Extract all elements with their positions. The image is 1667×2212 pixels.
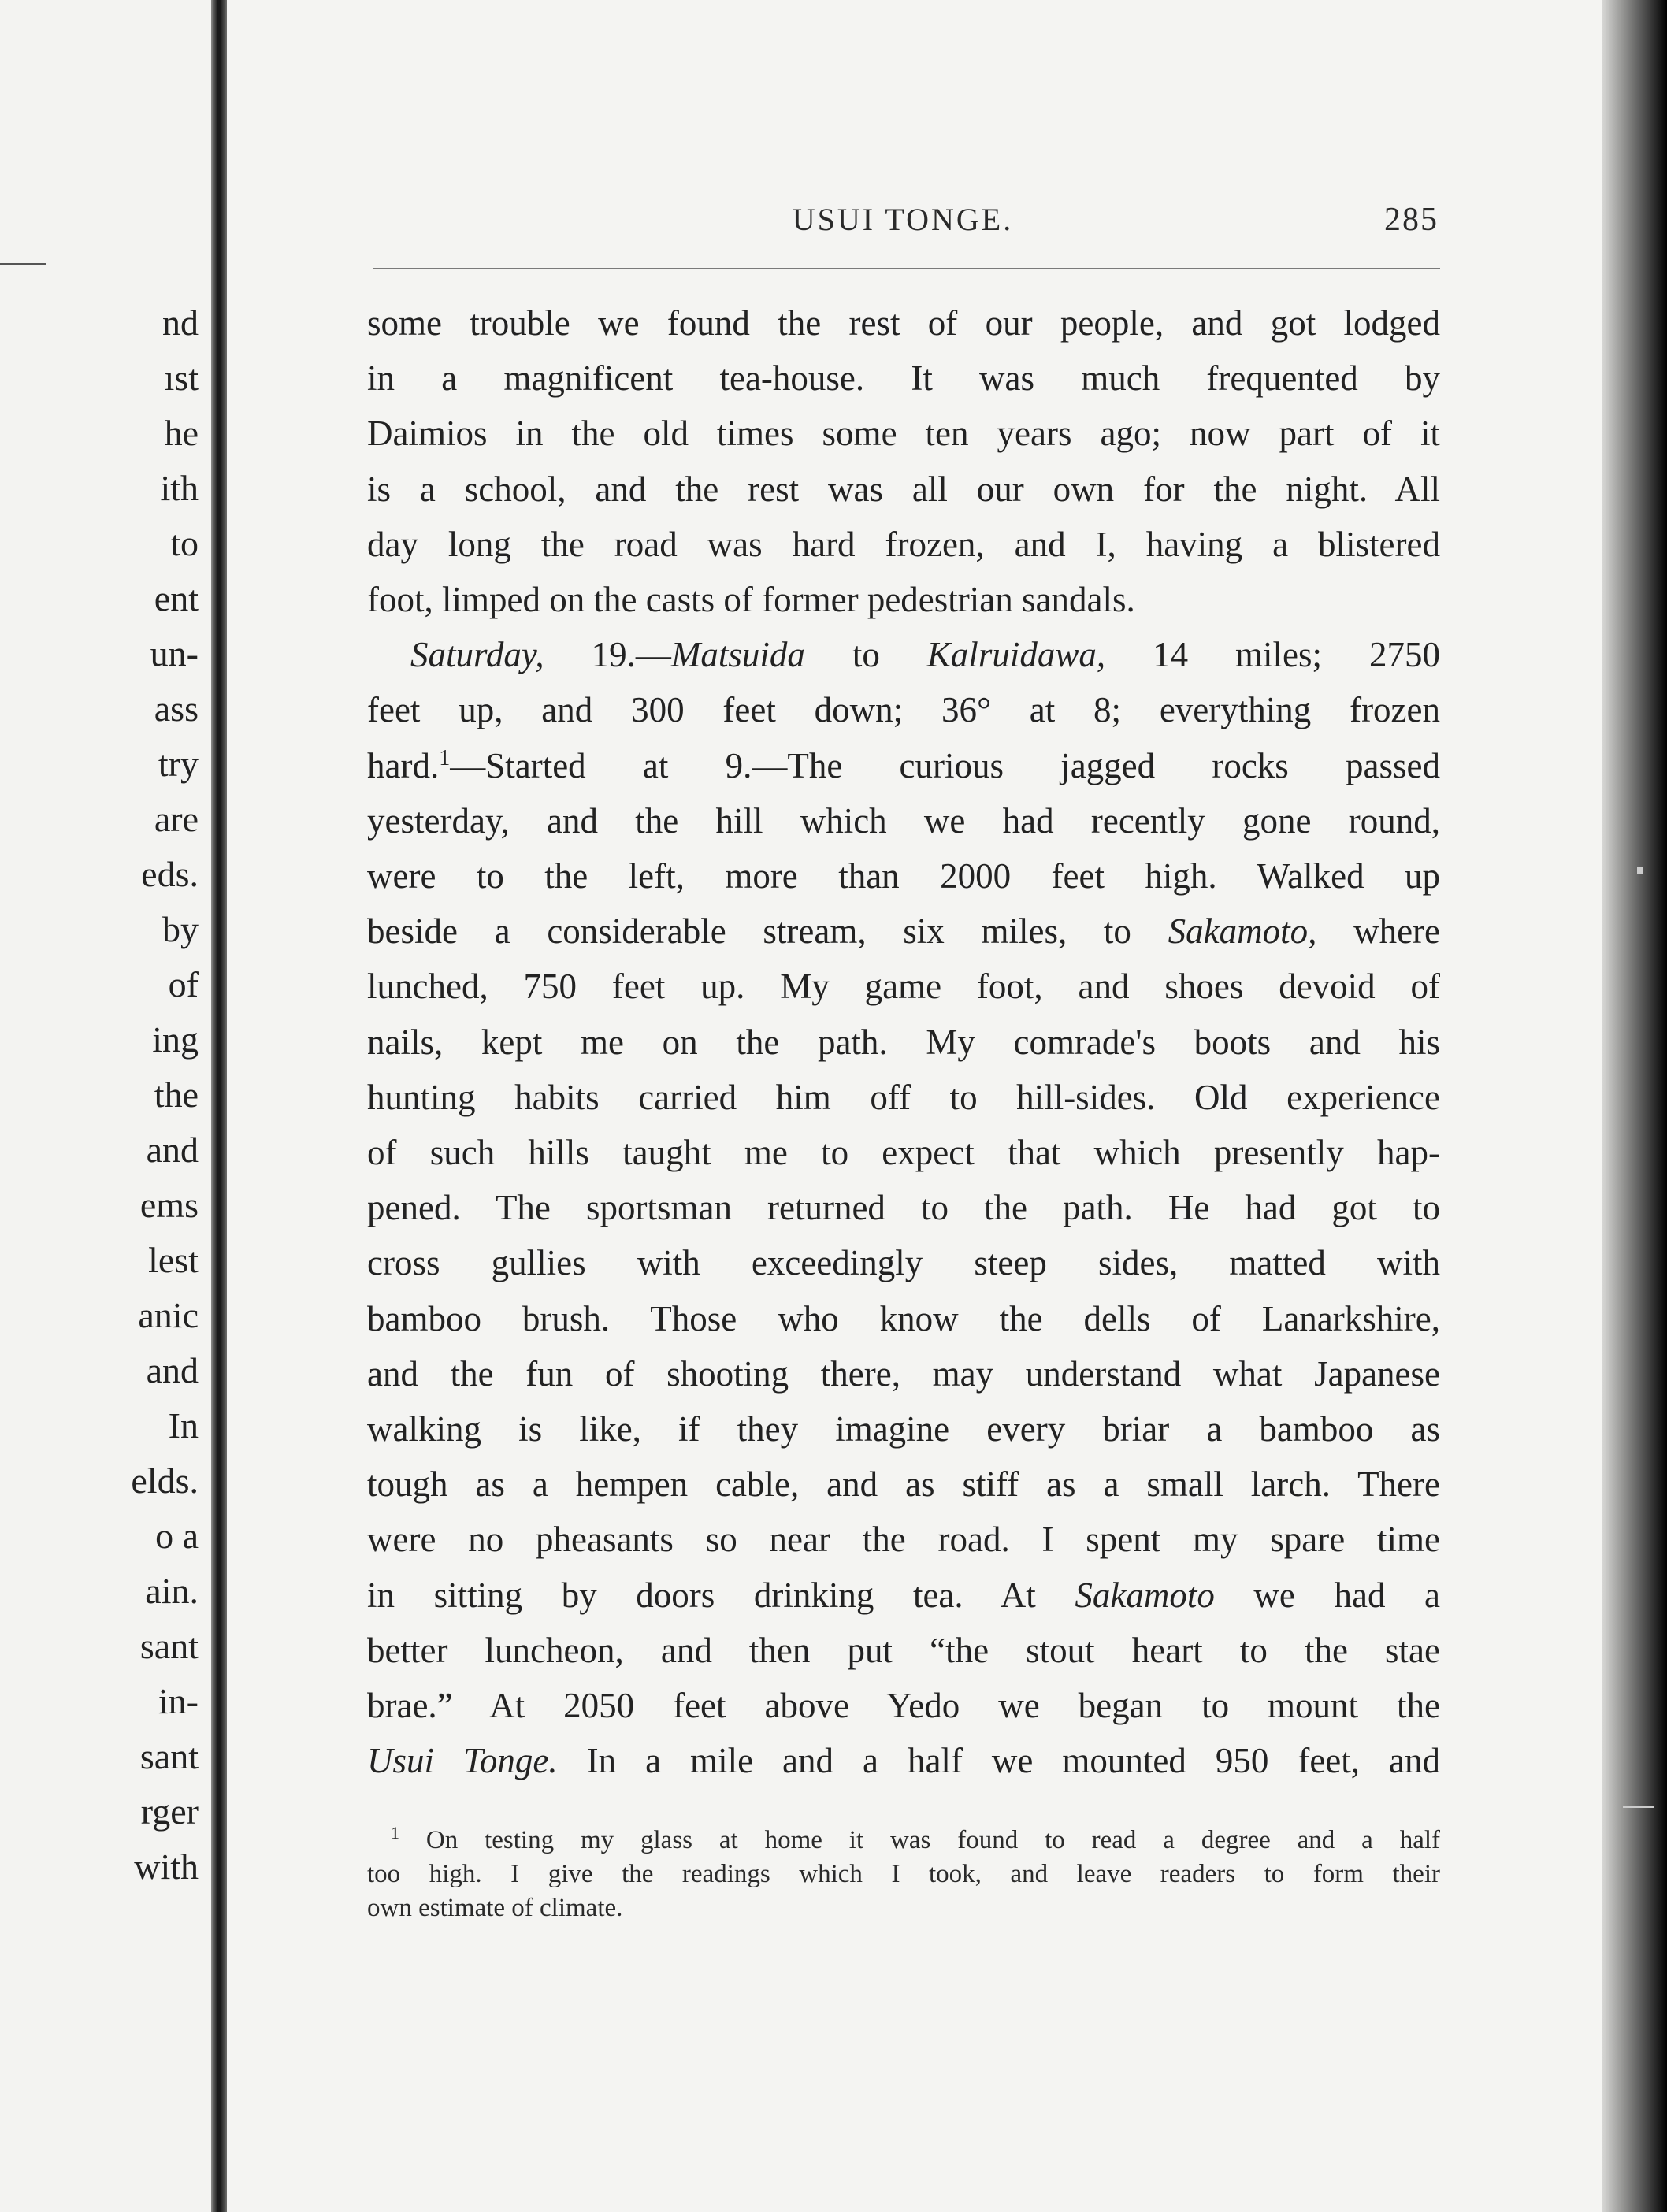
text-line: day long the road was hard frozen, and I, having a blistered (367, 524, 1440, 564)
text-line: tough as a hempen cable, and as stiff as a small larch. There (367, 1464, 1440, 1505)
left-page-fragment: In (168, 1405, 199, 1446)
italic-place: Sakamoto (1075, 1575, 1215, 1615)
text-line: in a magnificent tea-house. It was much frequented by (367, 358, 1440, 399)
text-line: brae.” At 2050 feet above Yedo we began to mount the (367, 1686, 1440, 1726)
left-page-fragment: to (170, 523, 199, 563)
left-page-fragment: by (162, 909, 199, 949)
left-page-fragment: ent (154, 578, 199, 618)
italic-day: Saturday, (410, 635, 544, 675)
left-page-fragment: rger (140, 1791, 199, 1832)
text-line: and the fun of shooting there, may understand what Japanese (367, 1353, 1440, 1394)
left-page-fragment: the (154, 1074, 199, 1115)
left-page-fragment: try (158, 744, 199, 784)
text-line: lunched, 750 feet up. My game foot, and shoes devoid of (367, 967, 1440, 1007)
left-page-fragment: with (134, 1846, 199, 1887)
footnote-line: too high. I give the readings which I took, and leave readers to form their (367, 1860, 1440, 1888)
left-page-fragment: and (146, 1350, 199, 1390)
text-line: beside a considerable stream, six miles, to Sakamoto, where (367, 911, 1440, 952)
italic-place: Matsuida (670, 635, 805, 675)
page-header (367, 201, 1439, 248)
text-line: were to the left, more than 2000 feet high. Walked up (367, 856, 1440, 896)
left-page-fragments (117, 295, 211, 1895)
text-line: cross gullies with exceedingly steep sides, matted with (367, 1243, 1440, 1283)
left-page-fragment: elds. (131, 1460, 199, 1501)
text-line: in sitting by doors drinking tea. At Sakamoto we had a (367, 1575, 1441, 1615)
left-page-fragment: ıst (164, 358, 199, 398)
left-page-fragment: he (164, 413, 199, 453)
body-text (367, 295, 1440, 1788)
left-page-rule (0, 263, 46, 265)
left-page-fragment: sant (139, 1736, 199, 1776)
left-page-fragment: of (168, 964, 199, 1004)
footnote-reference: 1 (439, 745, 451, 770)
scan-artifact (1623, 1806, 1654, 1808)
text-line: were no pheasants so near the road. I spent my spare time (367, 1520, 1440, 1560)
text-line: Usui Tonge. In a mile and a half we mounted 950 feet, and (367, 1741, 1440, 1781)
left-page-fragment: sant (139, 1626, 199, 1666)
italic-place: Usui Tonge. (367, 1741, 558, 1781)
book-gutter (211, 0, 227, 2212)
text-line: some trouble we found the rest of our people, and got lodged (367, 303, 1440, 343)
text-line: hard.$^1$—Started at 9.—The curious jagged rocks passed (367, 745, 1440, 785)
text-line: feet up, and 300 feet down; 36° at 8; everything frozen (367, 690, 1440, 730)
left-page-fragment: nd (162, 302, 199, 343)
text-line-diary-entry: Saturday, 19.—Matsuida to Kalruidawa, 14 miles; 2750 (410, 635, 1441, 675)
left-page-fragment: o a (155, 1516, 199, 1556)
italic-place: Sakamoto, (1168, 911, 1317, 952)
text-line: bamboo brush. Those who know the dells of Lanarkshire, (367, 1298, 1440, 1338)
footnote-marker: 1 (391, 1823, 399, 1843)
header-rule (373, 268, 1440, 269)
left-facing-page (0, 0, 211, 2212)
text-line: yesterday, and the hill which we had recently gone round, (367, 800, 1440, 841)
footnote-line: own estimate of climate. (367, 1894, 623, 1922)
text-line: foot, limped on the casts of former pedestrian sandals. (367, 580, 1135, 620)
page-number: 285 (1384, 202, 1439, 238)
footnote-line: $^1$ On testing my glass at home it was found to read a degree and a half (391, 1823, 1440, 1854)
left-page-fragment: lest (148, 1240, 199, 1280)
left-page-fragment: ass (154, 688, 199, 729)
footnote (367, 1824, 1440, 1925)
text-line: walking is like, if they imagine every briar a bamboo as (367, 1409, 1440, 1449)
text-line: hunting habits carried him off to hill-sides. Old experience (367, 1077, 1440, 1117)
text-line: nails, kept me on the path. My comrade's boots and his (367, 1022, 1440, 1062)
page-edge-shadow (1602, 0, 1667, 2212)
scan-artifact (1637, 867, 1643, 874)
italic-place: Kalruidawa, (926, 635, 1106, 675)
running-head: USUI TONGE. (792, 202, 1014, 237)
text-line: Daimios in the old times some ten years ago; now part of it (367, 414, 1440, 454)
right-page (227, 0, 1602, 2212)
left-page-fragment: ems (139, 1185, 199, 1225)
text-line: is a school, and the rest was all our own for the night. All (367, 469, 1440, 509)
left-page-fragment: anic (138, 1295, 199, 1335)
text-line: pened. The sportsman returned to the path. He had got to (367, 1188, 1440, 1228)
left-page-fragment: ith (160, 468, 199, 508)
left-page-fragment: are (154, 799, 199, 839)
text-line: of such hills taught me to expect that which presently hap- (367, 1133, 1440, 1173)
left-page-fragment: in- (158, 1681, 199, 1721)
left-page-fragment: and (146, 1130, 199, 1170)
left-page-fragment: eds. (141, 854, 199, 894)
left-page-fragment: un- (150, 633, 199, 674)
left-page-fragment: ing (152, 1019, 199, 1060)
left-page-fragment: ain. (145, 1571, 199, 1611)
text-line: better luncheon, and then put “the stout heart to the stae (367, 1630, 1440, 1670)
